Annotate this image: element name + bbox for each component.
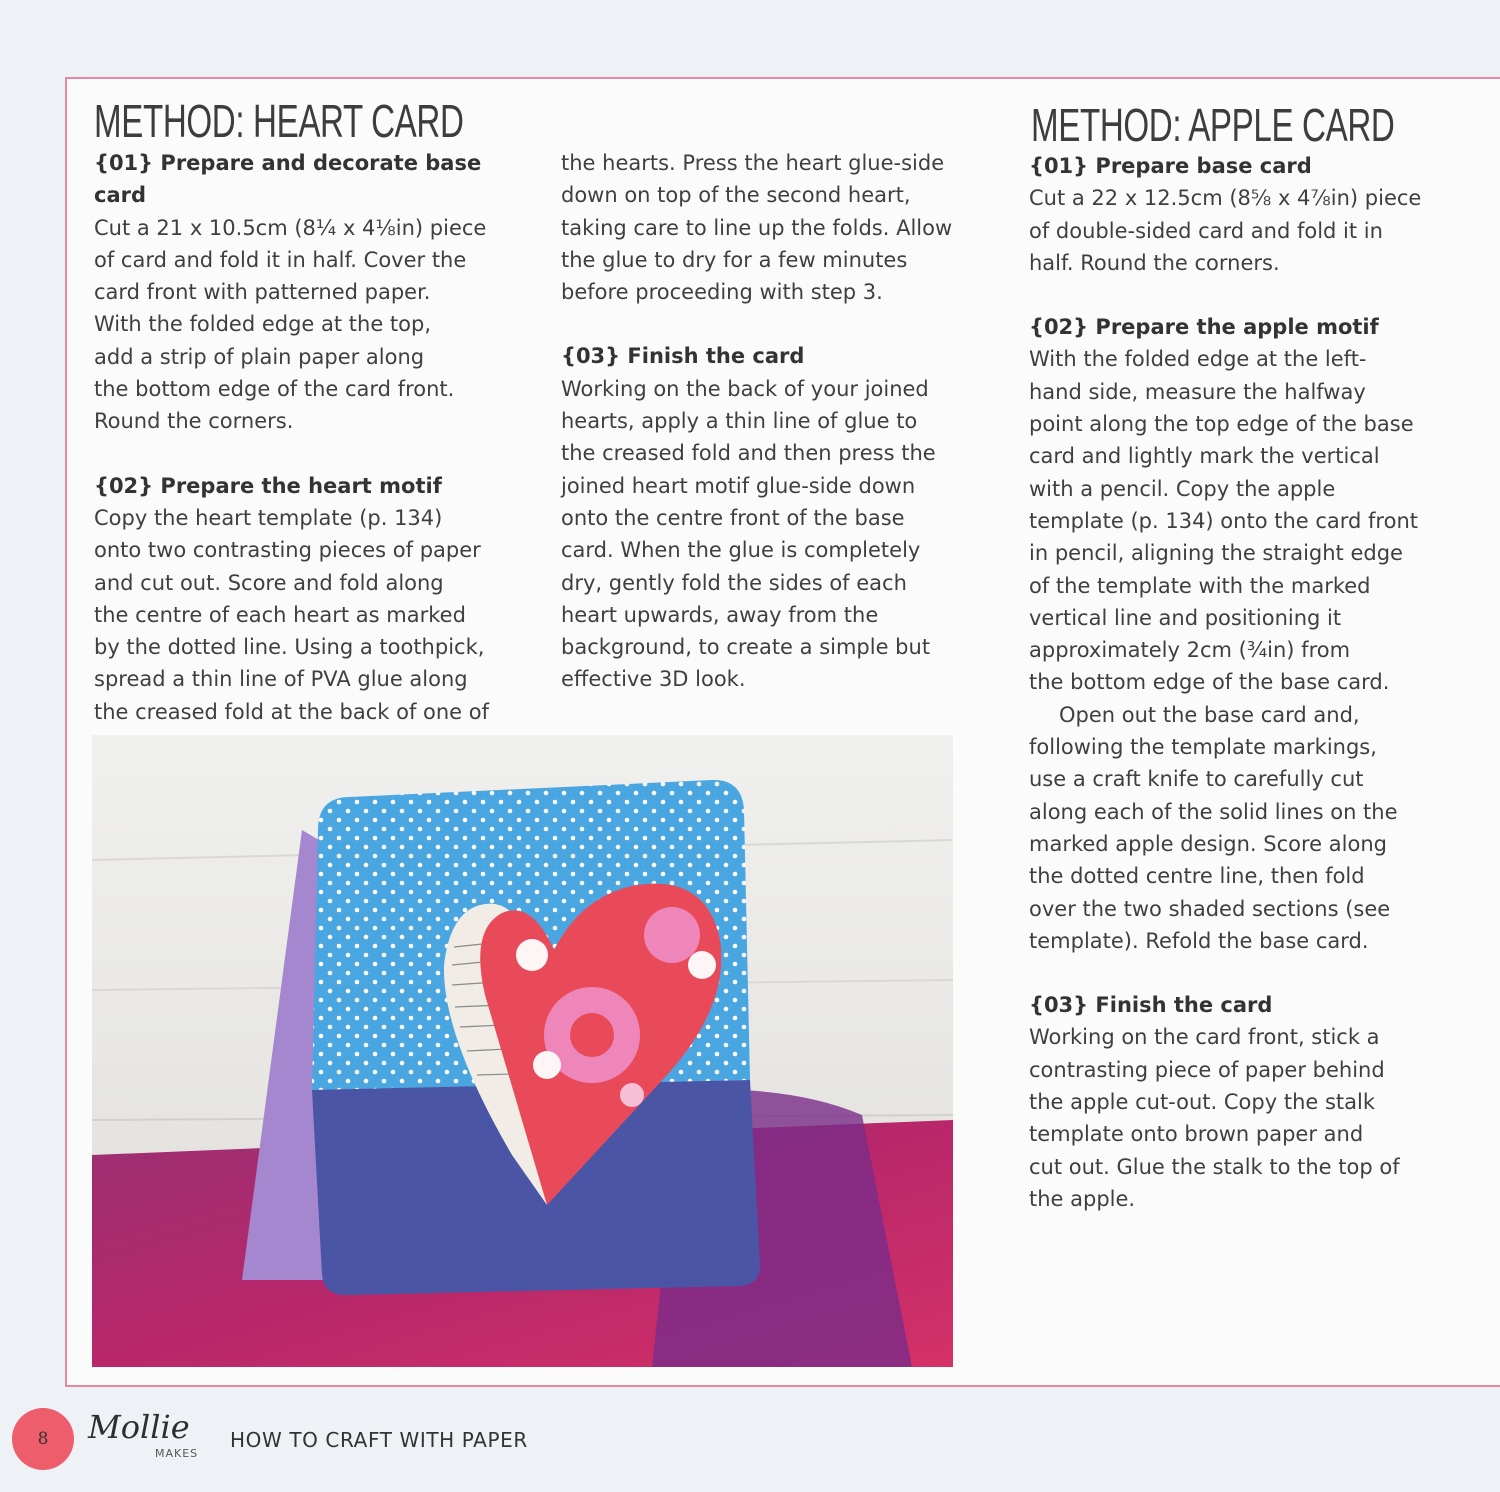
text-line: Cut a 22 x 12.5cm (8⅝ x 4⅞in) piece [1029, 186, 1422, 211]
text-line: With the folded edge at the left- [1029, 347, 1367, 372]
text-line: approximately 2cm (¾in) from [1029, 638, 1351, 663]
text-line: the apple cut-out. Copy the stalk [1029, 1090, 1376, 1115]
heart-card-photo [92, 735, 953, 1367]
text-line: card and lightly mark the vertical [1029, 444, 1380, 469]
text-line: with a pencil. Copy the apple [1029, 476, 1336, 501]
text-line: the glue to dry for a few minutes [561, 247, 908, 272]
text-line: Open out the base card and, [1059, 702, 1360, 727]
apple-column [1029, 150, 1469, 1215]
heart-card-illustration [92, 735, 953, 1367]
apple-step3-title: {03} Finish the card [1029, 993, 1273, 1018]
text-line: background, to create a simple but [561, 635, 931, 660]
mollie-makes-logo: Mollie [88, 1408, 190, 1446]
text-line: Working on the card front, stick a [1029, 1025, 1380, 1050]
text-line: use a craft knife to carefully cut [1029, 767, 1364, 792]
text-line: template). Refold the base card. [1029, 928, 1369, 953]
text-line: the creased fold and then press the [561, 441, 936, 466]
text-line: down on top of the second heart, [561, 183, 911, 208]
heart-step3-title: {03} Finish the card [561, 344, 805, 369]
text-line: dry, gently fold the sides of each [561, 570, 907, 595]
text-line: the bottom edge of the base card. [1029, 670, 1390, 695]
text-line: of double-sided card and fold it in [1029, 218, 1383, 243]
text-line: With the folded edge at the top, [94, 312, 432, 337]
text-line: along each of the solid lines on the [1029, 799, 1398, 824]
text-line: point along the top edge of the base [1029, 412, 1414, 437]
text-line: card. When the glue is completely [561, 538, 921, 563]
text-line: vertical line and positioning it [1029, 605, 1342, 630]
text-line: over the two shaded sections (see [1029, 896, 1391, 921]
text-line: by the dotted line. Using a toothpick, [94, 635, 485, 660]
text-line: Cut a 21 x 10.5cm (8¼ x 4⅛in) piece [94, 215, 487, 240]
text-line: the hearts. Press the heart glue-side [561, 151, 945, 175]
page-number-badge: 8 [12, 1408, 74, 1470]
text-line: the bottom edge of the card front. [94, 377, 455, 402]
text-line: add a strip of plain paper along [94, 344, 425, 369]
text-line: half. Round the corners. [1029, 250, 1280, 275]
apple-card-heading: METHOD: APPLE CARD [1031, 99, 1395, 151]
text-line: spread a thin line of PVA glue along [94, 667, 468, 692]
heart-step1-title: {01} Prepare and decorate base card [94, 151, 482, 208]
text-line: card front with patterned paper. [94, 280, 431, 305]
text-line: of card and fold it in half. Cover the [94, 247, 467, 272]
logo-subtitle: MAKES [155, 1447, 199, 1460]
heart-step2-title: {02} Prepare the heart motif [94, 473, 442, 498]
text-line: following the template markings, [1029, 735, 1377, 760]
text-line: effective 3D look. [561, 667, 746, 692]
text-line: the apple. [1029, 1186, 1136, 1211]
text-line: Round the corners. [94, 409, 294, 434]
text-line: the dotted centre line, then fold [1029, 864, 1365, 889]
text-line: of the template with the marked [1029, 573, 1371, 598]
text-line: the creased fold at the back of one of [94, 699, 490, 724]
text-line: template (p. 134) onto the card front [1029, 508, 1418, 533]
text-line: hearts, apply a thin line of glue to [561, 409, 918, 434]
text-line: heart upwards, away from the [561, 602, 879, 627]
text-line: in pencil, aligning the straight edge [1029, 541, 1403, 566]
text-line: cut out. Glue the stalk to the top of [1029, 1154, 1400, 1179]
text-line: template onto brown paper and [1029, 1122, 1364, 1147]
text-line: Copy the heart template (p. 134) [94, 505, 443, 530]
text-line: joined heart motif glue-side down [561, 473, 916, 498]
text-line: marked apple design. Score along [1029, 831, 1387, 856]
text-line: contrasting piece of paper behind [1029, 1057, 1385, 1082]
apple-step2-title: {02} Prepare the apple motif [1029, 315, 1379, 340]
text-line: hand side, measure the halfway [1029, 379, 1366, 404]
text-line: onto two contrasting pieces of paper [94, 538, 481, 563]
heart-column-1 [94, 147, 504, 728]
text-line: and cut out. Score and fold along [94, 570, 444, 595]
text-line: taking care to line up the folds. Allow [561, 215, 953, 240]
book-title: HOW TO CRAFT WITH PAPER [230, 1428, 528, 1452]
heart-card-heading: METHOD: HEART CARD [94, 95, 464, 147]
heart-column-2 [561, 147, 961, 696]
apple-step1-title: {01} Prepare base card [1029, 154, 1312, 178]
text-line: onto the centre front of the base [561, 505, 905, 530]
text-line: before proceeding with step 3. [561, 280, 883, 305]
text-line: the centre of each heart as marked [94, 602, 466, 627]
text-line: Working on the back of your joined [561, 376, 929, 401]
